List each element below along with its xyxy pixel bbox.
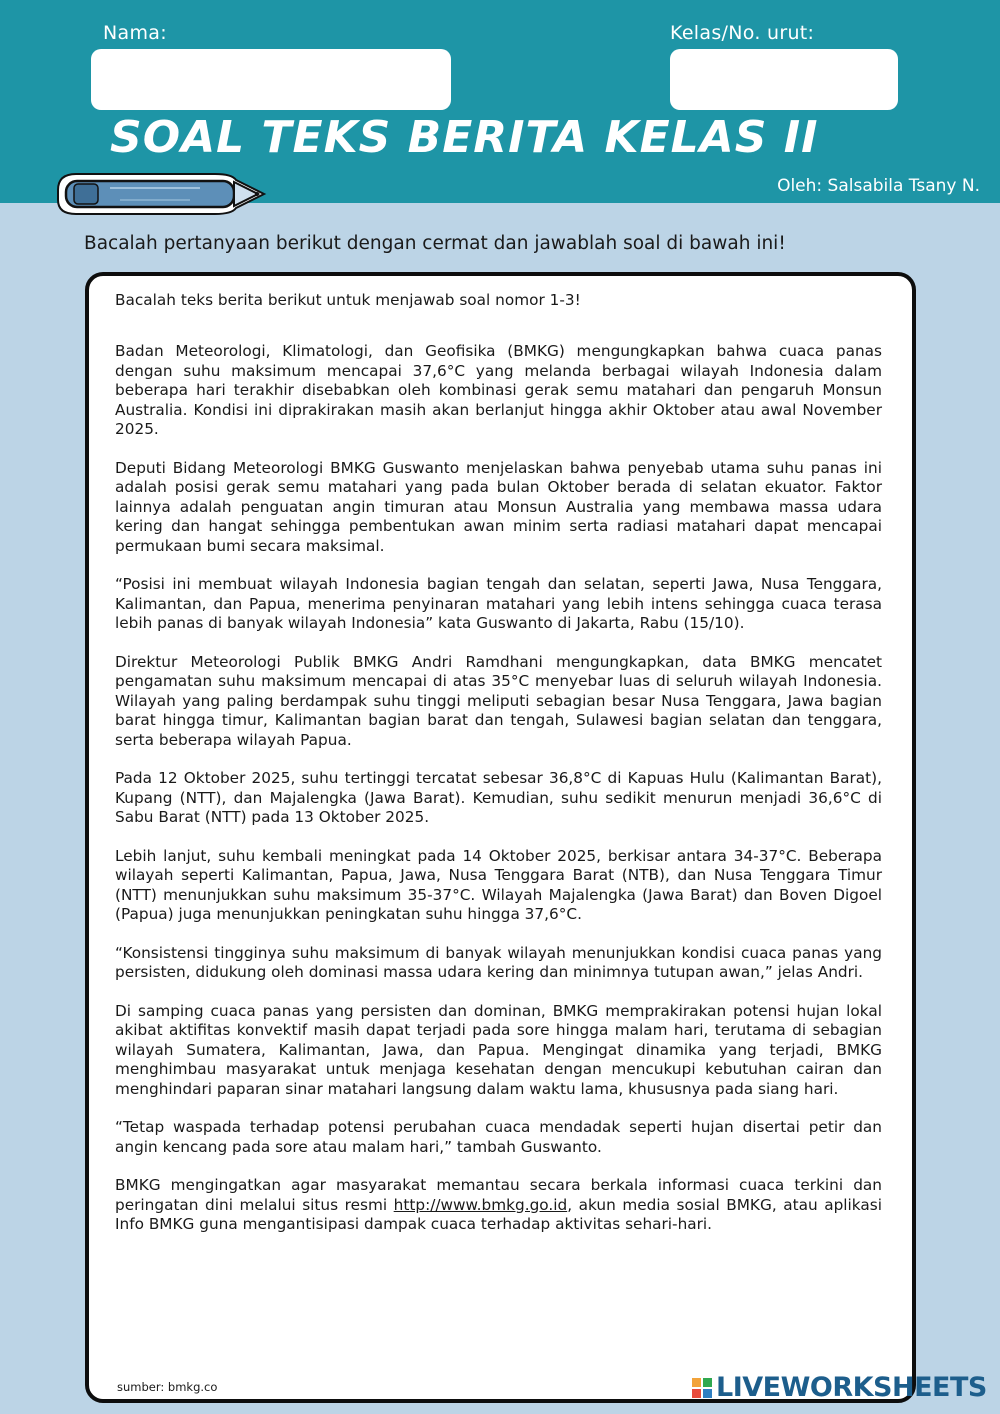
instruction-text: Bacalah pertanyaan berikut dengan cermat dan jawablah soal di bawah ini! — [84, 233, 786, 254]
class-label: Kelas/No. urut: — [670, 22, 815, 44]
liveworksheets-logo — [692, 1372, 987, 1403]
reading-card — [85, 272, 916, 1403]
author-credit: Oleh: Salsabila Tsany N. — [777, 176, 980, 196]
article-paragraph: Lebih lanjut, suhu kembali meningkat pada 14 Oktober 2025, berkisar antara 34-37°C. Beberapa wilayah seperti Kalimantan, Papua, Jawa, Nusa Tenggara Barat (NTB), dan Nusa Tenggara Timur (NTT) menunjukkan suhu maksimum 35-37°C. Wilayah Majalengka (Jawa Barat) dan Boven Digoel (Papua) juga menunjukkan peningkatan suhu hingga 37,6°C. — [115, 846, 882, 923]
article-paragraph: Direktur Meteorologi Publik BMKG Andri Ramdhani mengungkapkan, data BMKG mencatet pengamatan suhu maksimum mencapai di atas 35°C menyebar luas di seluruh wilayah Indonesia. Wilayah yang paling berdampak suhu tinggi meliputi sebagian besar Nusa Tenggara, Jawa bagian barat hingga timur, Kalimantan bagian barat dan tengah, Sulawesi bagian selatan dan tenggara, serta beberapa wilayah Papua. — [115, 652, 882, 749]
class-number-input[interactable] — [670, 49, 898, 110]
worksheet-title: SOAL TEKS BERITA KELAS II — [110, 112, 819, 163]
article-paragraph: Deputi Bidang Meteorologi BMKG Guswanto menjelaskan bahwa penyebab utama suhu panas ini adalah posisi gerak semu matahari yang pada bulan Oktober berada di selatan ekuator. Faktor lainnya adalah penguatan angin timuran atau Monsun Australia yang membawa massa udara kering dan hangat sehingga pembentukan awan minim serta radiasi matahari dapat mencapai permukaan bumi secara maksimal. — [115, 458, 882, 555]
news-article — [115, 342, 882, 1254]
article-paragraph-final — [115, 1176, 882, 1235]
name-input[interactable] — [91, 49, 451, 110]
article-paragraph: Di samping cuaca panas yang persisten dan dominan, BMKG memprakirakan potensi hujan lokal akibat aktifitas konvektif masih dapat terjadi pada sore hingga malam hari, terutama di sebagian wilayah Sumatera, Kalimantan, Jawa, dan Papua. Mengingat dinamika yang terjadi, BMKG menghimbau masyarakat untuk menjaga kesehatan dengan mencukupi kebutuhan cairan dan menghindari paparan sinar matahari langsung dalam waktu lama, khususnya pada siang hari. — [115, 1001, 882, 1098]
article-paragraph: Pada 12 Oktober 2025, suhu tertinggi tercatat sebesar 36,8°C di Kapuas Hulu (Kalimantan Barat), Kupang (NTT), dan Majalengka (Jawa Barat). Kemudian, suhu sedikit menurun menjadi 36,6°C di Sabu Barat (NTT) pada 13 Oktober 2025. — [115, 769, 882, 826]
liveworksheets-logo-text: LIVEWORKSHEETS — [716, 1372, 987, 1403]
article-paragraph: Badan Meteorologi, Klimatologi, dan Geofisika (BMKG) mengungkapkan bahwa cuaca panas dengan suhu maksimum mencapai 37,6°C yang melanda berbagai wilayah Indonesia dalam beberapa hari terakhir disebabkan oleh kombinasi gerak semu matahari dan pengaruh Monsun Australia. Kondisi ini diprakirakan masih akan berlanjut hingga akhir Oktober atau awal November 2025. — [115, 342, 882, 438]
name-label: Nama: — [103, 22, 167, 44]
liveworksheets-logo-icon — [692, 1378, 712, 1398]
final-text-after: , akun media sosial BMKG, atau aplikasi Info BMKG guna mengantisipasi dampak cuaca terhadap aktivitas sehari-hari. — [115, 1195, 882, 1233]
article-paragraph: “Posisi ini membuat wilayah Indonesia bagian tengah dan selatan, seperti Jawa, Nusa Tenggara, Kalimantan, dan Papua, menerima penyinaran matahari yang lebih intens sehingga cuaca terasa lebih panas di banyak wilayah Indonesia” kata Guswanto di Jakarta, Rabu (15/10). — [115, 575, 882, 632]
article-paragraph: “Tetap waspada terhadap potensi perubahan cuaca mendadak seperti hujan disertai petir dan angin kencang pada sore atau malam hari,” tambah Guswanto. — [115, 1118, 882, 1156]
article-paragraph: “Konsistensi tingginya suhu maksimum di banyak wilayah menunjukkan kondisi cuaca panas yang persisten, didukung oleh dominasi massa udara kering dan minimnya tutupan awan,” jelas Andri. — [115, 943, 882, 981]
reading-intro: Bacalah teks berita berikut untuk menjawab soal nomor 1-3! — [115, 291, 581, 309]
final-text-before: BMKG mengingatkan agar masyarakat memantau secara berkala informasi cuaca terkini dan peringatan dini melalui situs resmi — [115, 1176, 882, 1214]
pen-icon — [50, 168, 270, 222]
bmkg-website-link[interactable]: http://www.bmkg.go.id — [393, 1195, 568, 1214]
source-credit: sumber: bmkg.co — [117, 1380, 218, 1394]
